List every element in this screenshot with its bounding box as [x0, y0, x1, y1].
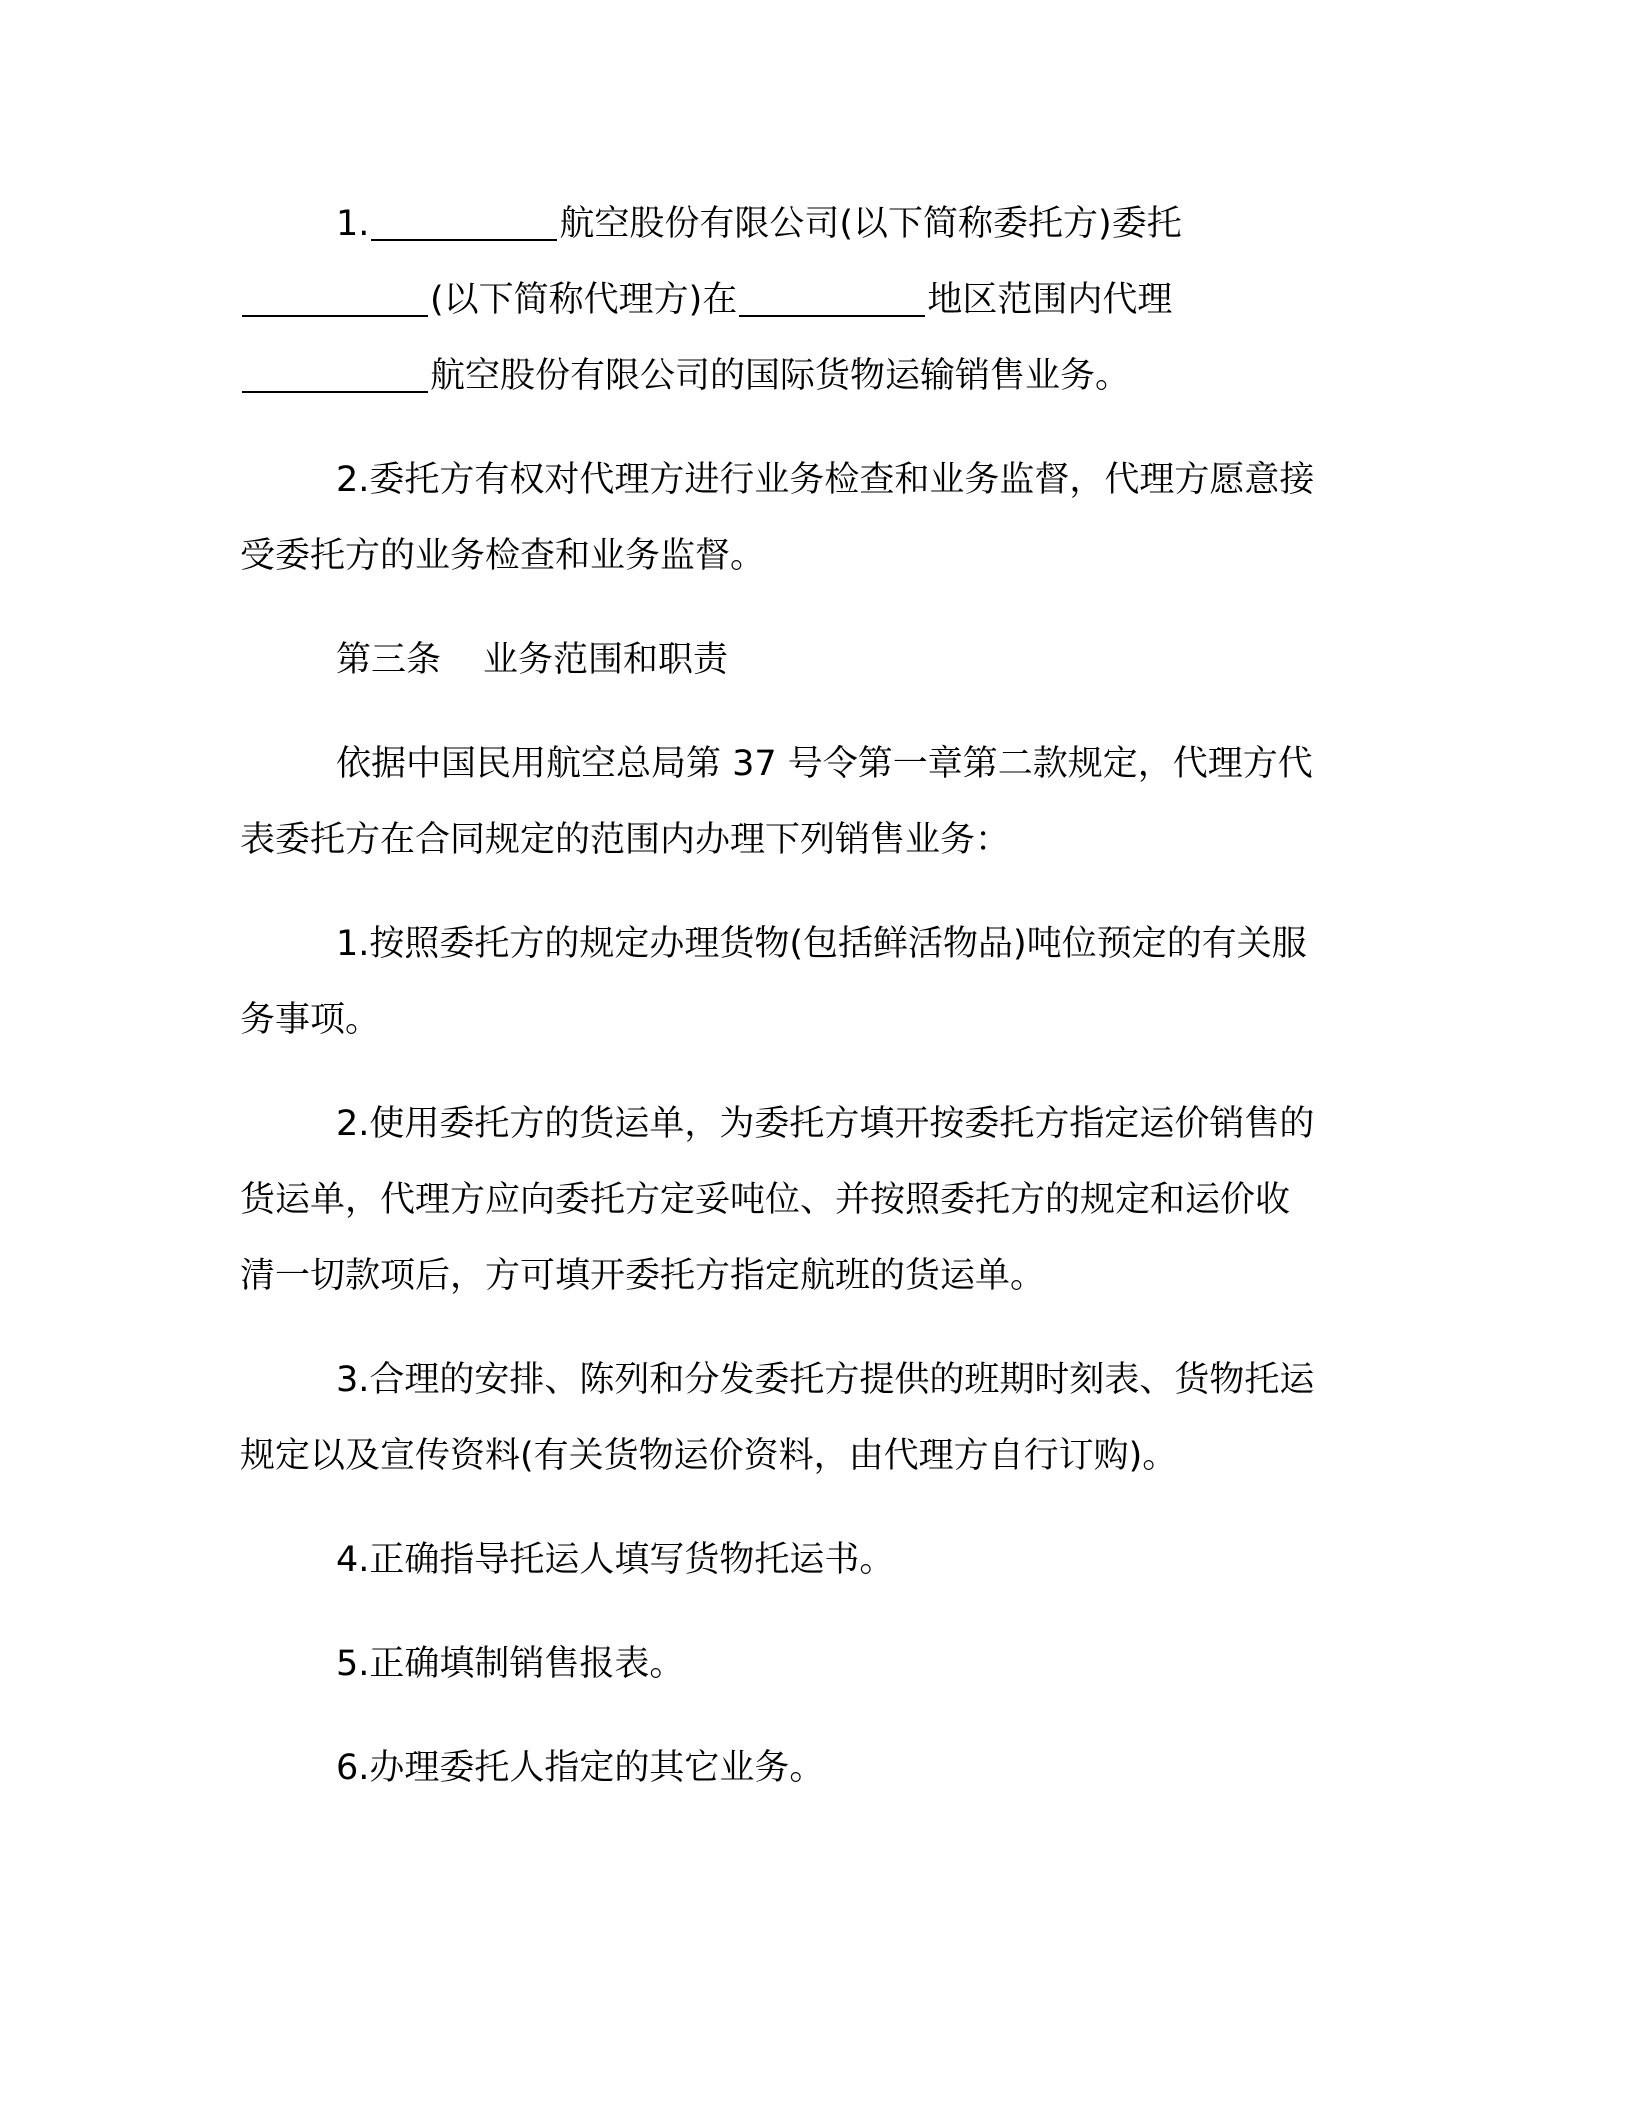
list-item-6 — [240, 1730, 1390, 1806]
document-body — [240, 186, 1390, 1806]
list-item-1-line-2: 务事项。 — [240, 1000, 381, 1040]
blank-line-3 — [739, 315, 925, 317]
list-item-3-line-2: 规定以及宣传资料(有关货物运价资料，由代理方自行订购)。 — [240, 1436, 1178, 1476]
list-item-5 — [240, 1626, 1390, 1702]
article-title: 业务范围和职责 — [483, 640, 729, 680]
paragraph-2 — [240, 442, 1390, 594]
paragraph-3-line-2: 表委托方在合同规定的范围内办理下列销售业务： — [240, 820, 1011, 860]
paragraph-1-line-1 — [240, 186, 1390, 262]
paragraph-3-line-1: 依据中国民用航空总局第 37 号令第一章第二款规定，代理方代 — [336, 744, 1313, 784]
paragraph-2-line-1: 2.委托方有权对代理方进行业务检查和业务监督，代理方愿意接 — [336, 460, 1315, 500]
list-item-3 — [240, 1342, 1390, 1494]
paragraph-2-line-2: 受委托方的业务检查和业务监督。 — [240, 536, 766, 576]
list-item-1 — [240, 906, 1390, 1058]
list-item-4-line-1: 4.正确指导托运人填写货物托运书。 — [336, 1540, 895, 1580]
paragraph-1-text-c: 地区范围内代理 — [927, 280, 1173, 320]
paragraph-3 — [240, 726, 1390, 878]
paragraph-1-text-b: (以下简称代理方)在 — [430, 280, 738, 320]
list-item-4 — [240, 1522, 1390, 1598]
article-heading — [240, 622, 1390, 698]
list-item-2-line-2: 货运单，代理方应向委托方定妥吨位、并按照委托方的规定和运价收 — [240, 1180, 1291, 1220]
list-item-1-line-1: 1.按照委托方的规定办理货物(包括鲜活物品)吨位预定的有关服 — [336, 924, 1307, 964]
paragraph-1-line-3 — [240, 338, 1390, 414]
list-item-6-line-1: 6.办理委托人指定的其它业务。 — [336, 1748, 825, 1788]
list-item-2-line-3: 清一切款项后，方可填开委托方指定航班的货运单。 — [240, 1256, 1046, 1296]
blank-line-4 — [242, 391, 428, 393]
paragraph-1-number: 1. — [336, 204, 370, 244]
paragraph-1-line-2 — [240, 262, 1390, 338]
paragraph-1-text-a: 航空股份有限公司(以下简称委托方)委托 — [559, 204, 1182, 244]
list-item-2 — [240, 1086, 1390, 1314]
article-heading-line — [240, 622, 1390, 698]
article-number: 第三条 — [336, 640, 442, 680]
list-item-5-line-1: 5.正确填制销售报表。 — [336, 1644, 685, 1684]
list-item-3-line-1: 3.合理的安排、陈列和分发委托方提供的班期时刻表、货物托运 — [336, 1360, 1315, 1400]
blank-line-1 — [371, 239, 557, 241]
blank-line-2 — [242, 315, 428, 317]
list-item-2-line-1: 2.使用委托方的货运单，为委托方填开按委托方指定运价销售的 — [336, 1104, 1315, 1144]
paragraph-1 — [240, 186, 1390, 414]
paragraph-1-text-d: 航空股份有限公司的国际货物运输销售业务。 — [430, 356, 1131, 396]
